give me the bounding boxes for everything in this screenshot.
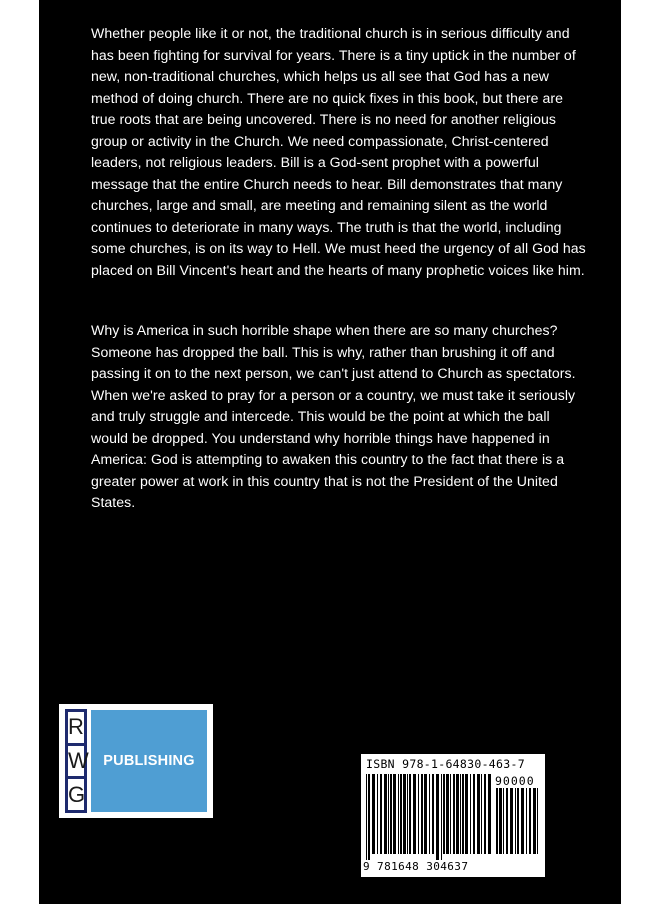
logo-divider: [68, 810, 84, 813]
barcode-bar: [517, 788, 519, 854]
barcode-bar: [510, 788, 513, 854]
barcode-bar: [477, 774, 480, 854]
barcode-bar: [403, 774, 406, 854]
logo-publishing-panel: [91, 710, 207, 812]
barcode-bar: [506, 788, 508, 854]
barcode-bar: [537, 788, 538, 854]
barcode-bar: [533, 788, 536, 854]
barcode-bar: [400, 774, 402, 854]
barcode-bar: [393, 774, 396, 854]
barcode-bars: [365, 774, 491, 860]
barcode-bar: [496, 788, 498, 854]
barcode-bar: [377, 774, 378, 854]
logo-letter-w: W: [68, 747, 89, 773]
barcode-bar: [443, 774, 445, 854]
barcode-bar: [366, 774, 367, 860]
logo-publishing-label: PUBLISHING: [103, 753, 195, 769]
barcode-bar: [388, 774, 389, 854]
barcode-bar: [368, 774, 370, 860]
logo-letter-r: R: [68, 714, 84, 740]
barcode-bar: [481, 774, 482, 854]
barcode-bar: [484, 774, 486, 854]
price-code: 90000: [495, 774, 535, 788]
barcode-bar: [380, 774, 382, 854]
barcode-bar: [529, 788, 531, 854]
barcode-bar: [460, 774, 461, 854]
barcode-bar: [462, 774, 464, 854]
barcode-bar: [413, 774, 416, 854]
barcode-bar: [441, 774, 442, 860]
barcode-bar: [470, 774, 471, 854]
barcode-bar: [450, 774, 451, 854]
barcode-bar: [384, 774, 387, 854]
barcode-bar: [465, 774, 468, 854]
barcode-bar: [432, 774, 434, 854]
barcode-bar: [390, 774, 392, 854]
logo-letter-g: G: [68, 781, 86, 807]
ean-digits: 9 781648 304637: [363, 860, 469, 873]
barcode-bar: [372, 774, 375, 854]
publisher-logo: [59, 704, 213, 818]
logo-divider: [68, 776, 84, 779]
barcode-bar: [424, 774, 427, 854]
logo-letter-column: [65, 709, 87, 813]
barcode-bar: [418, 774, 419, 854]
barcode-bar: [521, 788, 524, 854]
isbn-barcode: [361, 754, 545, 877]
barcode-bar: [503, 788, 504, 854]
barcode-bar: [526, 788, 527, 854]
barcode-bar: [456, 774, 459, 854]
barcode-bar: [429, 774, 430, 854]
barcode-bar: [398, 774, 399, 854]
barcode-bar: [436, 774, 439, 860]
addon-barcode-bars: [495, 788, 541, 860]
barcode-bar: [421, 774, 423, 854]
barcode-bar: [515, 788, 516, 854]
barcode-bar: [446, 774, 449, 854]
barcode-bar: [488, 774, 491, 854]
isbn-label: ISBN 978-1-64830-463-7: [366, 757, 525, 771]
barcode-bar: [473, 774, 475, 854]
barcode-bar: [453, 774, 455, 854]
barcode-bar: [499, 788, 502, 854]
logo-divider: [68, 709, 84, 712]
barcode-bar: [409, 774, 411, 854]
blurb-paragraph-1: Whether people like it or not, the traditional church is in serious difficulty and has been fighting for survival for years. There is a tiny uptick in the number of new, non-traditional churches, which helps us all see that God has a new method of doing church. There are no quick fixes in this book, but there are true roots that are being uncovered. There is no need for another religious group or activity in the Church. We need compassionate, Christ-centered leaders, not religious leaders. Bill is a God-sent prophet with a powerful message that the entire Church needs to hear. Bill demonstrates that many churches, large and small, are meeting and remaining silent as the world continues to deteriorate in many ways. The truth is that the world, including some churches, is on its way to Hell. We must heed the urgency of all God has placed on Bill Vincent's heart and the hearts of many prophetic voices like him.: [91, 25, 586, 278]
logo-divider: [68, 743, 84, 746]
blurb-paragraph-2: Why is America in such horrible shape when there are so many churches? Someone has dropped the ball. This is why, rather than brushing it off and passing it on to the next person, we can't just attend to Church as spectators. When we're asked to pray for a person or a country, we must take it seriously and truly struggle and intercede. This would be the point at which the ball would be dropped. You understand why horrible things have happened in America: God is attempting to awaken this country to the fact that there is a greater power at work in this country that is not the President of the United States.: [91, 322, 576, 510]
barcode-bar: [407, 774, 408, 854]
